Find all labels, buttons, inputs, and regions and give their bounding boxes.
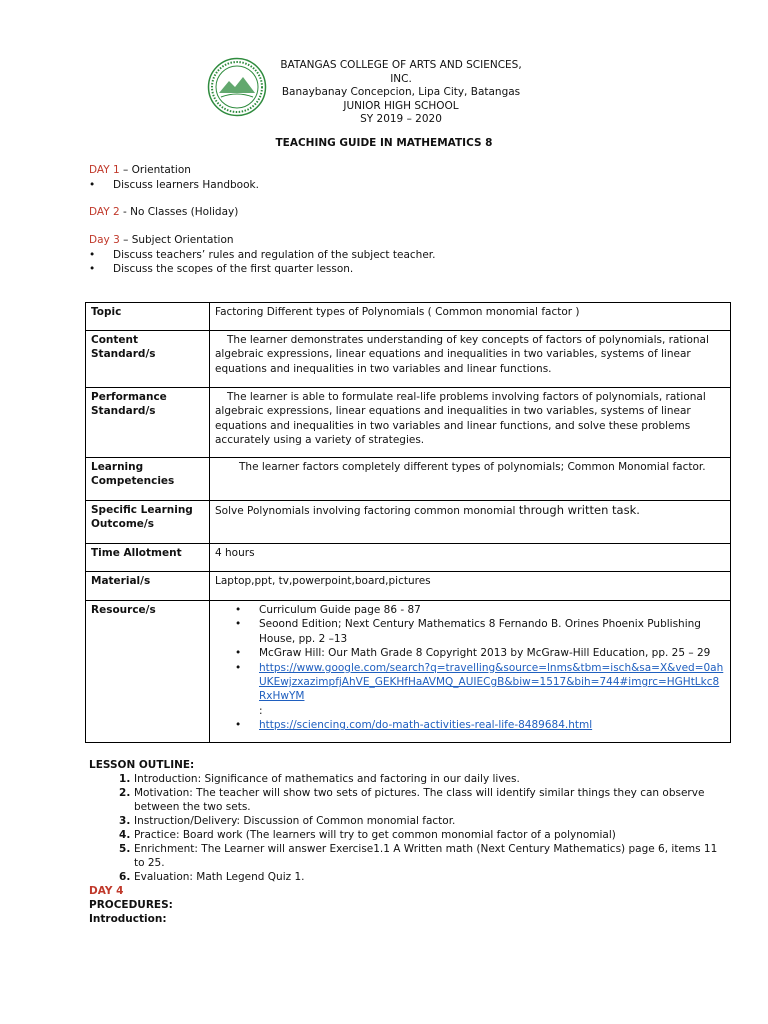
day-3-text: – Subject Orientation bbox=[119, 234, 234, 246]
table-row bbox=[86, 303, 731, 331]
lesson-outline-list bbox=[89, 772, 729, 884]
day-3-section bbox=[89, 233, 435, 277]
learning-outcome-value: Solve Polynomials involving factoring common monomial bbox=[215, 505, 519, 517]
content-standard-cell bbox=[210, 331, 731, 388]
day-2-section bbox=[89, 205, 238, 220]
lesson-outline bbox=[89, 758, 729, 926]
day-1-section bbox=[89, 163, 259, 192]
resources-label: Resource/s bbox=[86, 601, 210, 743]
day-4-label: DAY 4 bbox=[89, 885, 124, 897]
resources-cell bbox=[210, 601, 731, 743]
performance-standard-cell bbox=[210, 388, 731, 458]
link-suffix: : bbox=[259, 704, 263, 717]
content-standard-value: The learner demonstrates understanding of key concepts of factors of polynomials, rational algebraic expressions, linear equations and inequalities in two variables, systems of linear equations and inequalities in two variables and linear functions. bbox=[215, 334, 709, 375]
topic-value: Factoring Different types of Polynomials ( Common monomial factor ) bbox=[210, 303, 731, 331]
day-3-bullet: • Discuss teachers’ rules and regulation of the subject teacher. bbox=[89, 248, 435, 263]
document-title: TEACHING GUIDE IN MATHEMATICS 8 bbox=[275, 137, 493, 149]
performance-standard-label: Performance Standard/s bbox=[86, 388, 210, 458]
resource-item: • Curriculum Guide page 86 - 87 bbox=[259, 603, 725, 617]
learning-competencies-label: Learning Competencies bbox=[86, 458, 210, 501]
resources-list bbox=[215, 603, 725, 733]
outline-item: 2. Motivation: The teacher will show two sets of pictures. The class will identify similar things they can observe between the two sets. bbox=[134, 786, 729, 814]
table-row bbox=[86, 601, 731, 743]
outline-item: 4. Practice: Board work (The learners will try to get common monomial factor of a polynomial) bbox=[134, 828, 729, 842]
topic-label: Topic bbox=[86, 303, 210, 331]
outline-item: 1. Introduction: Significance of mathematics and factoring in our daily lives. bbox=[134, 772, 729, 786]
lesson-plan-table bbox=[85, 302, 731, 743]
day-2-label: DAY 2 bbox=[89, 206, 120, 218]
learning-competencies-value: The learner factors completely different types of polynomials; Common Monomial factor. bbox=[239, 461, 706, 473]
day-2-text: - No Classes (Holiday) bbox=[119, 206, 239, 218]
table-row bbox=[86, 388, 731, 458]
school-address: Banaybanay Concepcion, Lipa City, Batangas bbox=[281, 86, 521, 98]
introduction-heading: Introduction: bbox=[89, 913, 167, 925]
learning-outcome-label: Specific Learning Outcome/s bbox=[86, 501, 210, 544]
resource-item bbox=[259, 661, 725, 719]
learning-outcome-cell bbox=[210, 501, 731, 544]
table-row bbox=[86, 501, 731, 544]
procedures-heading: PROCEDURES: bbox=[89, 899, 173, 911]
school-header bbox=[276, 59, 526, 127]
materials-label: Material/s bbox=[86, 572, 210, 601]
school-seal-logo bbox=[207, 57, 267, 117]
outline-item: 6. Evaluation: Math Legend Quiz 1. bbox=[134, 870, 729, 884]
time-allotment-value: 4 hours bbox=[210, 544, 731, 572]
learning-outcome-value-tail: through written task. bbox=[518, 503, 640, 517]
materials-value: Laptop,ppt, tv,powerpoint,board,pictures bbox=[210, 572, 731, 601]
resource-item bbox=[259, 718, 725, 732]
performance-standard-value: The learner is able to formulate real-life problems involving factors of polynomials, rational algebraic expressions, linear equations and inequalities in two variables, systems of linear equations and inequalities in two variables and linear functions, and solve these problems accurately using a variety of strategies. bbox=[215, 391, 706, 447]
day-1-bullet: • Discuss learners Handbook. bbox=[89, 178, 259, 193]
resource-item: • McGraw Hill: Our Math Grade 8 Copyright 2013 by McGraw-Hill Education, pp. 25 – 29 bbox=[259, 646, 725, 660]
outline-item: 3. Instruction/Delivery: Discussion of Common monomial factor. bbox=[134, 814, 729, 828]
google-search-link[interactable]: https://www.google.com/search?q=travelling&source=lnms&tbm=isch&sa=X&ved=0ahUKEwjzxazimpfjAhVE_GEKHfHaAVMQ_AUIECgB&biw=1517&bih=744#imgrc=HGHtLkc8RxHwYM bbox=[259, 661, 724, 703]
day-1-text: – Orientation bbox=[119, 164, 191, 176]
table-row bbox=[86, 544, 731, 572]
resource-item: • Seoond Edition; Next Century Mathematics 8 Fernando B. Orines Phoenix Publishing House, pp. 2 –13 bbox=[259, 617, 725, 646]
day-1-label: DAY 1 bbox=[89, 164, 120, 176]
learning-competencies-cell bbox=[210, 458, 731, 501]
school-name: BATANGAS COLLEGE OF ARTS AND SCIENCES, INC. bbox=[280, 59, 522, 85]
sciencing-link[interactable]: https://sciencing.com/do-math-activities-real-life-8489684.html bbox=[259, 719, 593, 732]
school-level: JUNIOR HIGH SCHOOL bbox=[343, 99, 459, 112]
table-row bbox=[86, 458, 731, 501]
table-row bbox=[86, 331, 731, 388]
day-3-bullet: • Discuss the scopes of the first quarter lesson. bbox=[89, 262, 435, 277]
lesson-outline-heading: LESSON OUTLINE: bbox=[89, 759, 195, 771]
outline-item: 5. Enrichment: The Learner will answer Exercise1.1 A Written math (Next Century Mathematics) page 6, items 11 to 25. bbox=[134, 842, 729, 870]
day-3-label: Day 3 bbox=[89, 234, 120, 246]
time-allotment-label: Time Allotment bbox=[86, 544, 210, 572]
school-year: SY 2019 – 2020 bbox=[360, 113, 442, 125]
table-row bbox=[86, 572, 731, 601]
content-standard-label: Content Standard/s bbox=[86, 331, 210, 388]
